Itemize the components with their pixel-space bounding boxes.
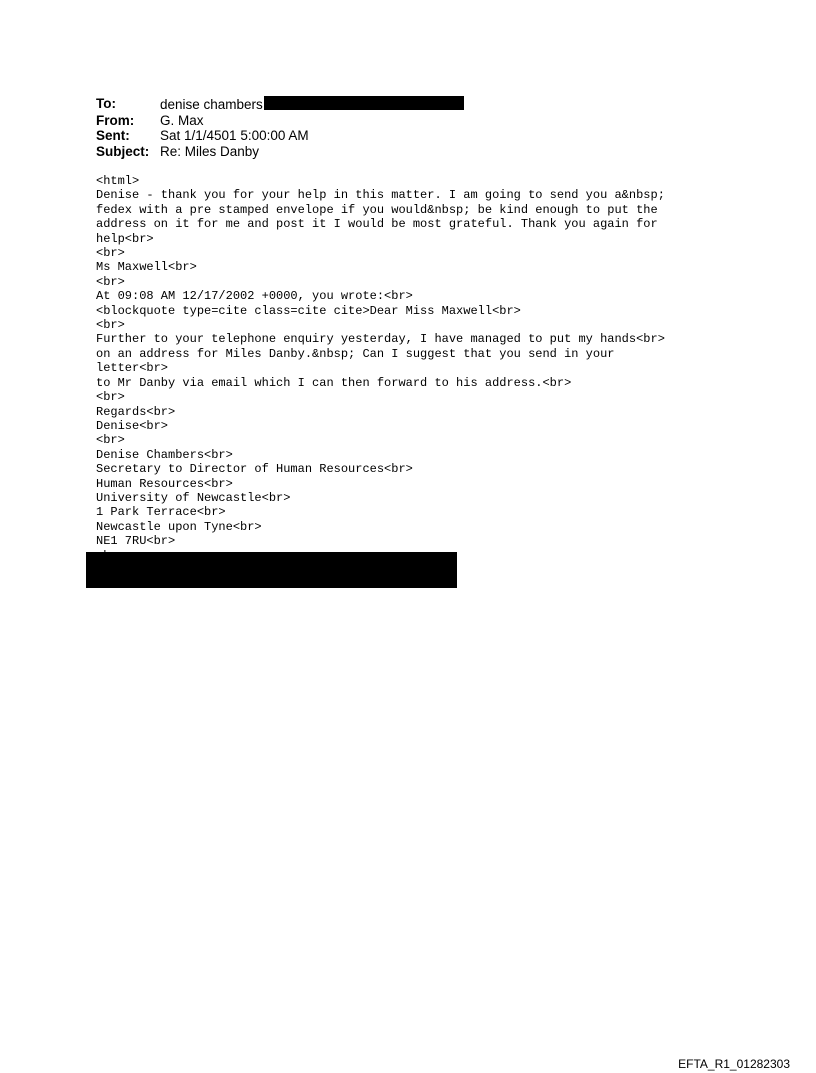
redaction-block — [86, 552, 457, 588]
body-line: <br> — [96, 318, 125, 333]
document-id: EFTA_R1_01282303 — [678, 1057, 790, 1071]
body-line: Human Resources<br> — [96, 476, 233, 491]
body-line: Regards<br> — [96, 404, 176, 419]
body-line: Secretary to Director of Human Resources<br> — [96, 462, 413, 477]
body-line: NE1 7RU<br> — [96, 534, 176, 549]
from-label: From: — [96, 112, 135, 128]
body-line: to Mr Danby via email which I can then forward to his address.<br> — [96, 375, 572, 390]
from-row — [96, 113, 464, 129]
body-line: fedex with a pre stamped envelope if you would&nbsp; be kind enough to put the — [96, 202, 658, 217]
body-line: <blockquote type=cite class=cite cite>Dear Miss Maxwell<br> — [96, 303, 521, 318]
body-line: address on it for me and post it I would be most grateful. Thank you again for — [96, 217, 658, 232]
body-line: Ms Maxwell<br> — [96, 260, 197, 275]
email-header — [96, 96, 464, 159]
email-body — [96, 174, 726, 564]
redaction-bar — [264, 96, 464, 110]
subject-value: Re: Miles Danby — [160, 143, 260, 159]
to-value — [160, 96, 464, 113]
body-line: Newcastle upon Tyne<br> — [96, 519, 262, 534]
body-line: At 09:08 AM 12/17/2002 +0000, you wrote:<br> — [96, 289, 413, 304]
body-line: <br> — [96, 433, 125, 448]
to-row — [96, 96, 464, 113]
sent-row — [96, 128, 464, 144]
subject-row — [96, 144, 464, 160]
sent-label: Sent: — [96, 128, 130, 143]
to-name: denise chambers — [160, 97, 263, 112]
body-line: help<br> — [96, 231, 154, 246]
body-line: Further to your telephone enquiry yesterday, I have managed to put my hands<br> — [96, 332, 665, 347]
to-label: To: — [96, 96, 116, 111]
body-line: <br> — [96, 274, 125, 289]
body-line: letter<br> — [96, 361, 169, 376]
body-line: Denise<br> — [96, 418, 169, 433]
body-line: <html> — [96, 174, 140, 188]
from-value: G. Max — [160, 112, 204, 128]
body-line: on an address for Miles Danby.&nbsp; Can I suggest that you send in your — [96, 346, 615, 361]
body-line: <br> — [96, 246, 125, 261]
body-line: <br> — [96, 390, 125, 405]
body-line: University of Newcastle<br> — [96, 490, 291, 505]
subject-label: Subject: — [96, 143, 150, 159]
body-line: 1 Park Terrace<br> — [96, 505, 226, 520]
body-line: Denise Chambers<br> — [96, 447, 233, 462]
body-line: Denise - thank you for your help in this matter. I am going to send you a&nbsp; — [96, 188, 665, 203]
sent-value: Sat 1/1/4501 5:00:00 AM — [160, 128, 309, 143]
